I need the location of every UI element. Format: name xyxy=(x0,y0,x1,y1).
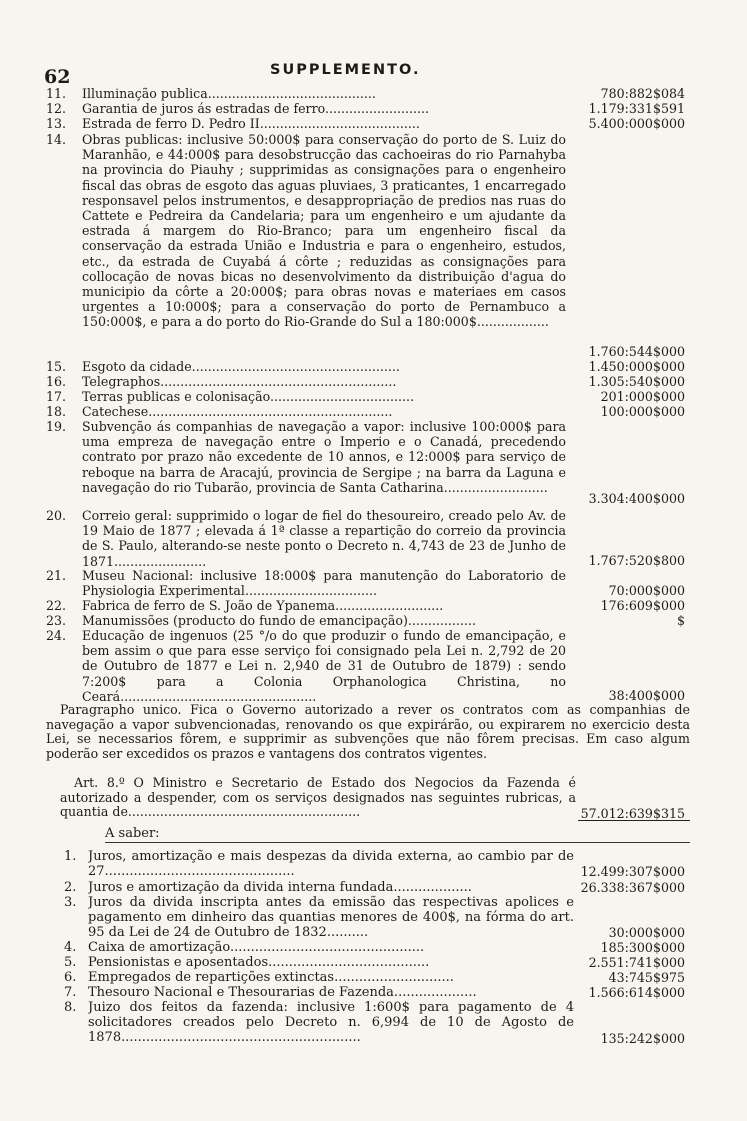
item-amount: 1.760:544$000 xyxy=(588,344,685,359)
item-text: Terras publicas e colonisação.................................... xyxy=(82,389,415,404)
item-number: 19. xyxy=(46,419,67,434)
item-amount: 70:000$000 xyxy=(608,583,685,598)
item-number: 20. xyxy=(46,508,67,523)
item-text: Museu Nacional: inclusive 18:000$ para manutenção do Laboratorio de Physiologia Experimental................................. xyxy=(82,568,566,598)
item-text: Fabrica de ferro de S. João de Ypanema........................... xyxy=(82,598,444,613)
item-number: 12. xyxy=(46,101,67,116)
item-amount: 201:000$000 xyxy=(600,389,685,404)
item-text: Esgoto da cidade.................................................... xyxy=(82,359,400,374)
item-amount: 185:300$000 xyxy=(600,940,685,955)
item-amount: 43:745$975 xyxy=(608,970,685,985)
item-text: Educação de ingenuos (25 °/o do que produzir o fundo de emancipação, e bem assim o que para esse serviço foi consignado pela Lei n. 2,792 de 20 de Outubro de 1877 e Lei n. 2,940 de 31 de Outubro de 1879) : sendo 7:200$ para a Colonia Orphanologica Christina, no Ceará................................................. xyxy=(82,628,566,704)
paragraph-unico: Paragrapho unico. Fica o Governo autorizado a rever os contratos com as companhias de navegação a vapor subvencionadas, renovando os que expirárão, ou expirarem no exercicio desta Lei, se necessarios fôrem, e supprimir as subvenções que não fôrem precisas. Em caso algum poderão ser excedidos os prazos e vantagens dos contratos vigentes. xyxy=(46,702,690,761)
item-number: 21. xyxy=(46,568,67,583)
item-number: 5. xyxy=(64,955,77,970)
item-number: 7. xyxy=(64,985,77,1000)
item-amount: 3.304:400$000 xyxy=(588,491,685,506)
item-text: Manumissões (producto do fundo de emancipação)................. xyxy=(82,613,476,628)
page-title: SUPPLEMENTO. xyxy=(270,62,421,78)
item-amount: 135:242$000 xyxy=(600,1031,685,1046)
item-amount: 26.338:367$000 xyxy=(580,880,685,895)
item-text: Garantia de juros ás estradas de ferro.......................... xyxy=(82,101,430,116)
item-number: 14. xyxy=(46,132,67,147)
item-text: Illuminação publica.......................................... xyxy=(82,86,376,101)
a-saber-label: A saber: xyxy=(105,826,160,841)
item-number: 13. xyxy=(46,116,67,131)
item-amount: 176:609$000 xyxy=(600,598,685,613)
item-number: 1. xyxy=(64,849,77,864)
item-number: 18. xyxy=(46,404,67,419)
item-text: Catechese............................................................. xyxy=(82,404,393,419)
item-number: 24. xyxy=(46,628,67,643)
item-text: Juros da divida inscripta antes da emissão das respectivas apolices e pagamento em dinheiro das quantias menores de 400$, na fórma do art. 95 da Lei de 24 de Outubro de 1832.......... xyxy=(88,895,574,941)
item-number: 16. xyxy=(46,374,67,389)
item-number: 23. xyxy=(46,613,67,628)
item-text: Subvenção ás companhias de navegação a vapor: inclusive 100:000$ para uma empreza de navegação entre o Imperio e o Canadá, precedendo contrato por prazo não excedente de 10 annos, e 12:000$ para serviço de reboque na barra de Aracajú, provincia de Sergipe ; na barra da Laguna e navegação do rio Tubarão, provincia de Santa Catharina.......................... xyxy=(82,419,566,495)
item-number: 15. xyxy=(46,359,67,374)
page-number: 62 xyxy=(44,66,71,88)
item-amount: 1.767:520$800 xyxy=(588,553,685,568)
item-amount: 12.499:307$000 xyxy=(580,864,685,879)
item-number: 2. xyxy=(64,880,77,895)
section-divider xyxy=(105,842,690,843)
item-amount: 1.566:614$000 xyxy=(588,985,685,1000)
item-number: 17. xyxy=(46,389,67,404)
item-amount: 1.179:331$591 xyxy=(588,101,685,116)
item-amount: 1.450:000$000 xyxy=(588,359,685,374)
item-amount: 2.551:741$000 xyxy=(588,955,685,970)
item-amount: 38:400$000 xyxy=(608,688,685,703)
item-amount: 5.400:000$000 xyxy=(588,116,685,131)
item-text: Estrada de ferro D. Pedro II........................................ xyxy=(82,116,420,131)
item-number: 3. xyxy=(64,895,77,910)
item-text: Juros, amortização e mais despezas da divida externa, ao cambio par de 27.............................................. xyxy=(88,849,574,879)
item-text: Obras publicas: inclusive 50:000$ para conservação do porto de S. Luiz do Maranhão, e 44:000$ para desobstrucção das cachoeiras do rio Parnahyba na provincia do Piauhy ; supprimidas as consignações para o engenheiro fiscal das obras de esgoto das aguas pluviaes, 3 praticantes, 1 encarregado responsavel pelos instrumentos, e desappropriação de predios nas ruas do Cattete e Pedreira da Candelaria; para um engenheiro e um ajudante da estrada á margem do Rio-Branco; para um engenheiro fiscal da conservação da estrada União e Industria e para o engenheiro, estudos, etc., da estrada de Cuyabá á côrte ; reduzidas as consignações para collocação de novas bicas no desenvolvimento da distribuição d'agua do municipio da côrte a 20:000$; para obras novas e materiaes em casos urgentes a 10:000$; para a conservação do porto de Pernambuco a 150:000$, e para a do porto do Rio-Grande do Sul a 180:000$.................. xyxy=(82,132,566,330)
item-amount: 780:882$084 xyxy=(600,86,685,101)
item-amount: 1.305:540$000 xyxy=(588,374,685,389)
item-number: 4. xyxy=(64,940,77,955)
item-number: 22. xyxy=(46,598,67,613)
item-text: Pensionistas e aposentados....................................... xyxy=(88,955,430,970)
item-text: Empregados de repartições extinctas............................. xyxy=(88,970,454,985)
item-text: Juros e amortização da divida interna fundada................... xyxy=(88,880,472,895)
item-text: Thesouro Nacional e Thesourarias de Fazenda.................... xyxy=(88,985,477,1000)
item-number: 6. xyxy=(64,970,77,985)
article-8-text: Art. 8.º O Ministro e Secretario de Estado dos Negocios da Fazenda é autorizado a despender, com os serviços designados nas seguintes rubricas, a quantia de.......................................................... xyxy=(60,776,576,820)
article-8-total: 57.012:639$315 xyxy=(580,806,685,821)
item-amount: 100:000$000 xyxy=(600,404,685,419)
item-text: Correio geral: supprimido o logar de fiel do thesoureiro, creado pelo Av. de 19 Maio de 1877 ; elevada á 1ª classe a repartição do correio da provincia de S. Paulo, alterando-se neste ponto o Decreto n. 4,743 de 23 de Junho de 1871....................... xyxy=(82,508,566,569)
item-text: Juizo dos feitos da fazenda: inclusive 1:600$ para pagamento de 4 solicitadores creados pelo Decreto n. 6,994 de 10 de Agosto de 1878.......................................................... xyxy=(88,1000,574,1046)
total-rule xyxy=(578,820,690,821)
item-number: 8. xyxy=(64,1000,77,1015)
item-number: 11. xyxy=(46,86,67,101)
item-amount: 30:000$000 xyxy=(608,925,685,940)
item-text: Caixa de amortização............................................... xyxy=(88,940,425,955)
item-amount: $ xyxy=(676,613,685,628)
item-text: Telegraphos........................................................... xyxy=(82,374,397,389)
